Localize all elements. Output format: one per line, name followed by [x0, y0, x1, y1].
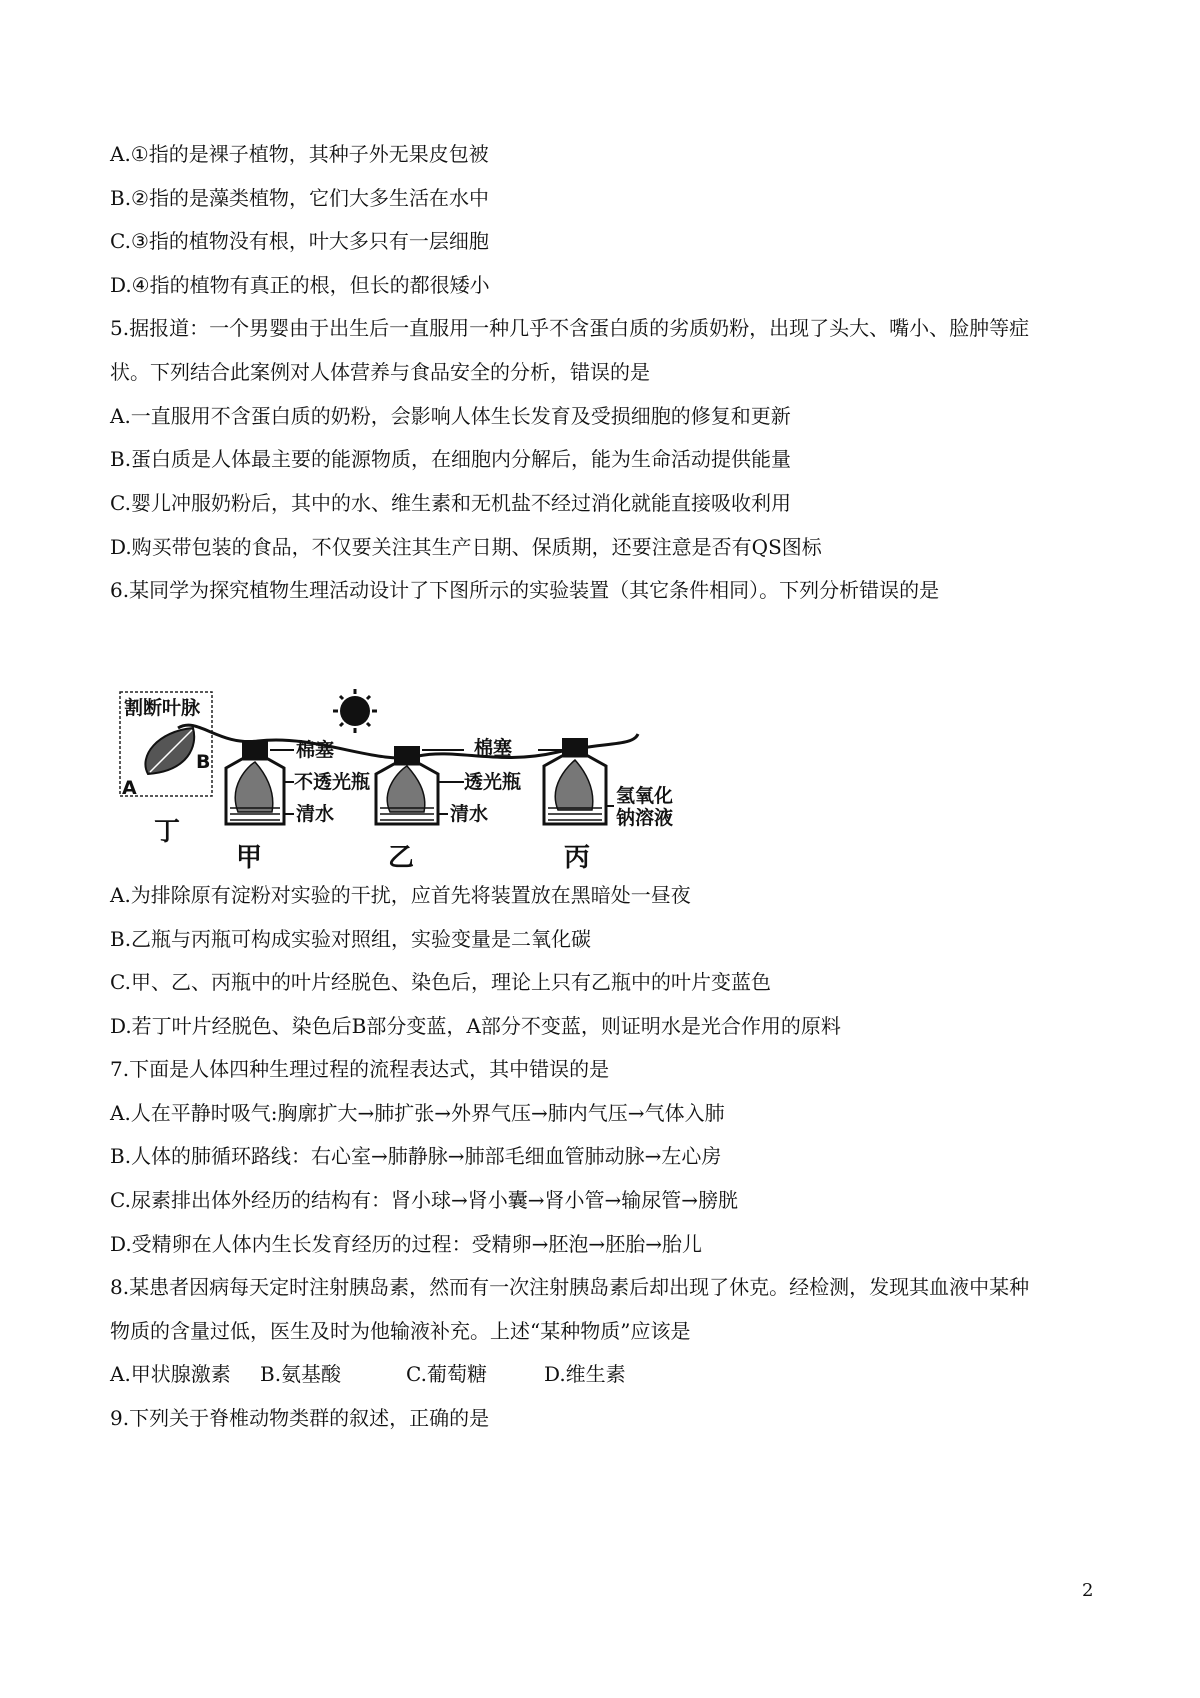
label-water-2: 清水 — [450, 803, 489, 825]
label-jia: 甲 — [236, 843, 263, 873]
q4-option-c: C.③指的植物没有根，叶大多只有一层细胞 — [110, 229, 489, 253]
q5-option-d: D.购买带包装的食品，不仅要关注其生产日期、保质期，还要注意是否有QS图标 — [110, 535, 822, 559]
q6-option-b: B.乙瓶与丙瓶可构成实验对照组，实验变量是二氧化碳 — [110, 927, 592, 951]
label-ding: 丁 — [154, 817, 181, 847]
label-clear-bottle: 透光瓶 — [464, 771, 522, 793]
q5-stem-line2: 状。下列结合此案例对人体营养与食品安全的分析，错误的是 — [110, 360, 650, 384]
label-naoh-1: 氢氧化 — [616, 785, 674, 807]
page-number: 2 — [1082, 1580, 1094, 1601]
sun-icon — [333, 689, 377, 733]
q6-option-c: C.甲、乙、丙瓶中的叶片经脱色、染色后，理论上只有乙瓶中的叶片变蓝色 — [110, 970, 771, 994]
q9-stem: 9.下列关于脊椎动物类群的叙述，正确的是 — [110, 1406, 490, 1430]
q6-option-d: D.若丁叶片经脱色、染色后B部分变蓝，A部分不变蓝，则证明水是光合作用的原料 — [110, 1014, 841, 1038]
q8-option-a: A.甲状腺激素 — [110, 1362, 231, 1386]
q8-option-b: B.氨基酸 — [260, 1362, 342, 1386]
q6-option-a: A.为排除原有淀粉对实验的干扰，应首先将装置放在黑暗处一昼夜 — [110, 883, 691, 907]
label-leaf-a: A — [122, 777, 137, 799]
q5-option-b: B.蛋白质是人体最主要的能源物质，在细胞内分解后，能为生命活动提供能量 — [110, 447, 792, 471]
q5-option-c: C.婴儿冲服奶粉后，其中的水、维生素和无机盐不经过消化就能直接吸收利用 — [110, 491, 791, 515]
q7-option-b: B.人体的肺循环路线：右心室→肺静脉→肺部毛细血管肺动脉→左心房 — [110, 1144, 722, 1168]
label-leaf-b: B — [196, 751, 211, 773]
q7-stem: 7.下面是人体四种生理过程的流程表达式，其中错误的是 — [110, 1057, 610, 1081]
q7-option-c: C.尿素排出体外经历的结构有：肾小球→肾小囊→肾小管→输尿管→膀胱 — [110, 1188, 738, 1212]
q8-stem-line2: 物质的含量过低，医生及时为他输液补充。上述“某种物质”应该是 — [110, 1319, 691, 1343]
label-cotton-1: 棉塞 — [296, 739, 335, 761]
q5-option-a: A.一直服用不含蛋白质的奶粉，会影响人体生长发育及受损细胞的修复和更新 — [110, 404, 791, 428]
q8-options — [110, 1360, 1120, 1388]
bottle-jia — [226, 741, 284, 824]
label-cut-vein: 割断叶脉 — [124, 697, 201, 719]
q7-option-d: D.受精卵在人体内生长发育经历的过程：受精卵→胚泡→胚胎→胎儿 — [110, 1232, 702, 1256]
label-bing: 丙 — [564, 843, 591, 873]
q8-option-c: C.葡萄糖 — [406, 1362, 487, 1386]
q4-option-b: B.②指的是藻类植物，它们大多生活在水中 — [110, 186, 489, 210]
label-opaque-bottle: 不透光瓶 — [294, 771, 371, 793]
q4-option-d: D.④指的植物有真正的根，但长的都很矮小 — [110, 273, 490, 297]
label-yi: 乙 — [388, 843, 415, 873]
label-water-1: 清水 — [296, 803, 335, 825]
q4-option-a: A.①指的是裸子植物，其种子外无果皮包被 — [110, 142, 489, 166]
q8-stem-line1: 8.某患者因病每天定时注射胰岛素，然而有一次注射胰岛素后却出现了休克。经检测，发现其血液中某种 — [110, 1275, 1030, 1299]
label-cotton-2: 棉塞 — [474, 737, 513, 759]
label-naoh-2: 钠溶液 — [616, 807, 674, 829]
q6-stem: 6.某同学为探究植物生理活动设计了下图所示的实验装置（其它条件相同）。下列分析错误的是 — [110, 578, 940, 602]
q5-stem-line1: 5.据报道：一个男婴由于出生后一直服用一种几乎不含蛋白质的劣质奶粉，出现了头大、嘴小、脸肿等症 — [110, 316, 1030, 340]
q8-option-d: D.维生素 — [544, 1362, 626, 1386]
q7-option-a: A.人在平静时吸气:胸廓扩大→肺扩张→外界气压→肺内气压→气体入肺 — [110, 1101, 725, 1125]
